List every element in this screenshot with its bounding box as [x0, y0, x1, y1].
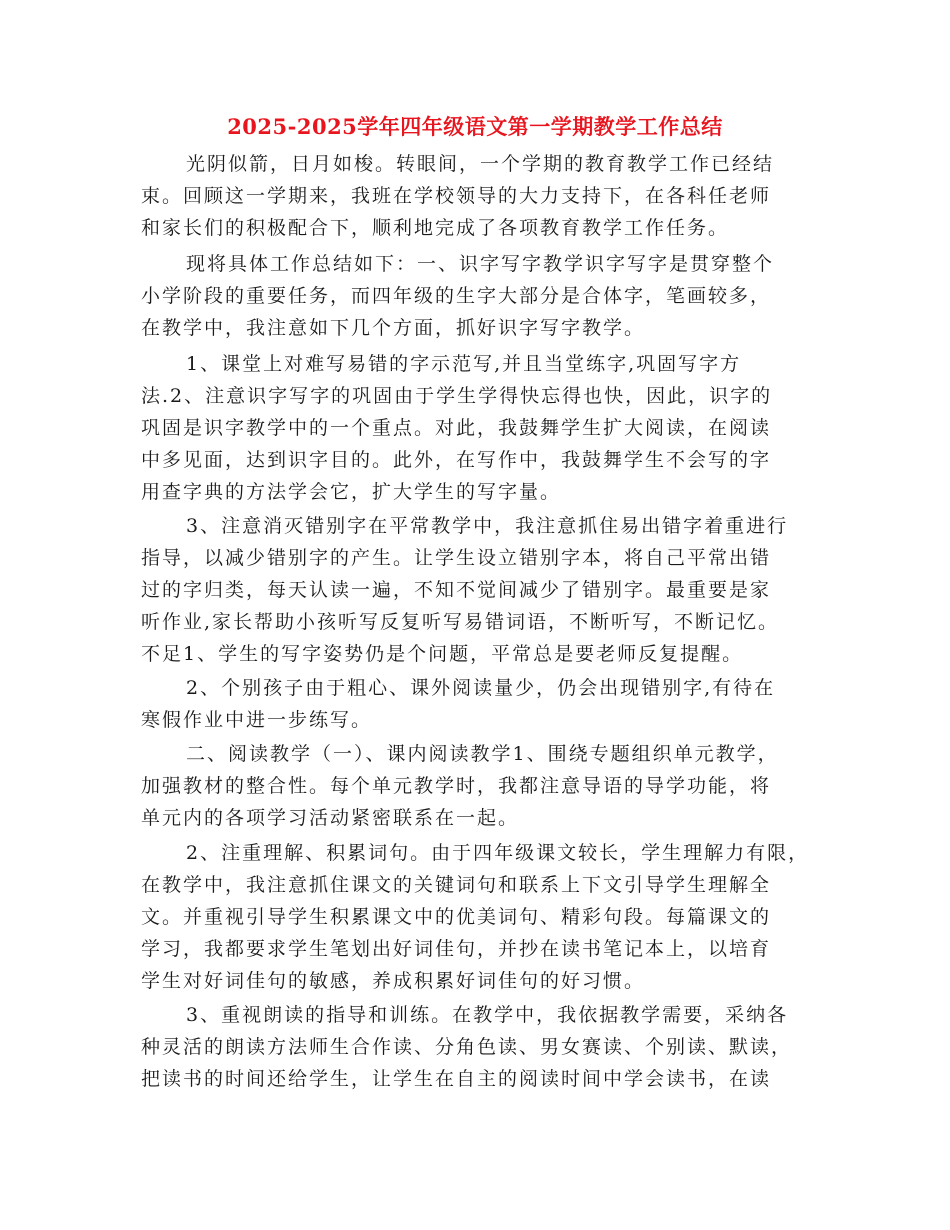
text-line: 束。回顾这一学期来，我班在学校领导的大力支持下，在各科任老师 [141, 185, 772, 207]
text-line: 3、重视朗读的指导和训练。在教学中，我依据教学需要，采纳各 [186, 1004, 789, 1026]
text-line: 二、阅读教学（一）、课内阅读教学1、围绕专题组织单元教学， [186, 743, 779, 765]
text-line: 学习，我都要求学生笔划出好词佳句，并抄在读书笔记本上，以培育 [141, 938, 772, 960]
text-line: 2、注重理解、积累词句。由于四年级课文较长，学生理解力有限， [186, 842, 810, 864]
text-line: 学生对好词佳句的敏感，养成积累好词佳句的好习惯。 [141, 970, 646, 992]
text-line: 在教学中，我注意抓住课文的关键词句和联系上下文引导学生理解全 [141, 874, 772, 896]
text-line: 过的字归类，每天认读一遍，不知不觉间减少了错别字。最重要是家 [141, 579, 772, 601]
text-line: 种灵活的朗读方法师生合作读、分角色读、男女赛读、个别读、默读， [141, 1036, 793, 1058]
text-line: 在教学中，我注意如下几个方面，抓好识字写字教学。 [141, 317, 646, 339]
text-line: 指导，以减少错别字的产生。让学生设立错别字本，将自己平常出错 [141, 547, 772, 569]
text-line: 单元内的各项学习活动紧密联系在一起。 [141, 807, 520, 829]
document-title: 2025-2025学年四年级语文第一学期教学工作总结 [227, 114, 723, 139]
text-line: 现将具体工作总结如下：一、识字写字教学识字写字是贯穿整个 [186, 253, 775, 275]
text-line: 巩固是识字教学中的一个重点。对此，我鼓舞学生扩大阅读，在阅读 [141, 417, 772, 439]
text-line: 用查字典的方法学会它，扩大学生的写字量。 [141, 481, 562, 503]
text-line: 寒假作业中进一步练写。 [141, 709, 373, 731]
text-line: 1、课堂上对难写易错的字示范写,并且当堂练字,巩固写字方 [186, 353, 742, 375]
text-line: 3、注意消灭错别字在平常教学中，我注意抓住易出错字着重进行 [186, 515, 789, 537]
text-line: 文。并重视引导学生积累课文中的优美词句、精彩句段。每篇课文的 [141, 906, 772, 928]
text-line: 小学阶段的重要任务，而四年级的生字大部分是合体字，笔画较多， [141, 285, 772, 307]
text-line: 把读书的时间还给学生，让学生在自主的阅读时间中学会读书，在读 [141, 1068, 772, 1090]
text-line: 法.2、注意识字写字的巩固由于学生学得快忘得也快，因此，识字的 [141, 385, 773, 407]
text-line: 中多见面，达到识字目的。此外，在写作中，我鼓舞学生不会写的字 [141, 449, 772, 471]
text-line: 光阴似箭，日月如梭。转眼间，一个学期的教育教学工作已经结 [186, 153, 775, 175]
text-line: 加强教材的整合性。每个单元教学时，我都注意导语的导学功能，将 [141, 775, 772, 797]
text-line: 2、个别孩子由于粗心、课外阅读量少，仍会出现错别字,有待在 [186, 677, 776, 699]
text-line: 不足1、学生的写字姿势仍是个问题，平常总是要老师反复提醒。 [141, 643, 744, 665]
text-line: 和家长们的积极配合下，顺利地完成了各项教育教学工作任务。 [141, 217, 730, 239]
text-line: 听作业,家长帮助小孩听写反复听写易错词语，不断听写，不断记忆。 [141, 611, 780, 633]
